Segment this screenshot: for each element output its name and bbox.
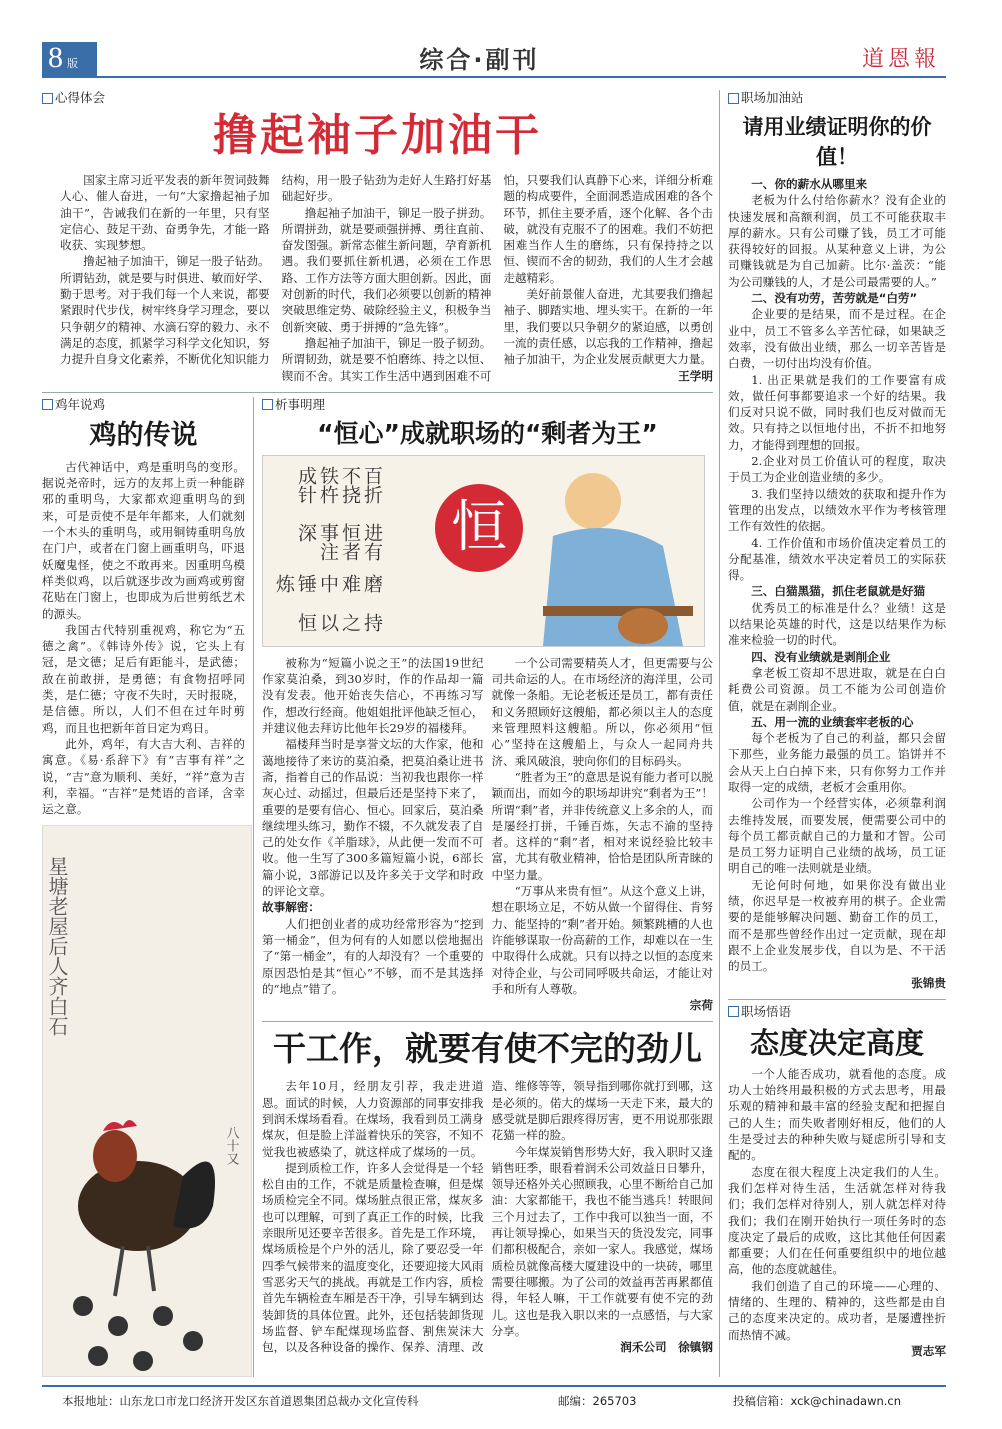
subheading: 三、白猫黑猫，抓住老鼠就是好猫 bbox=[751, 584, 926, 599]
middle-column bbox=[254, 397, 713, 1378]
paragraph: 美好前景催人奋进，尤其要我们撸起袖子、脚踏实地、埋头实干。在新的一年里，我们要以只争朝夕的紧迫感，以勇创一流的责任感，以忘我的工作精神，撸起袖子加油干，为企业发展贡献更大力量。 bbox=[503, 287, 713, 367]
article-title: 态度决定高度 bbox=[749, 1025, 924, 1060]
masthead-logo: 道恩報 bbox=[861, 47, 940, 72]
paragraph: 撸起袖子加油干，铆足一股子韧劲。所谓韧劲，就是要不怕磨练、持之以恒、锲而不舍。其实工作生活中遇到困难不可怕，只要我们认真静下心来，详细分析难题的构成要件，全面洞悉造成困难的各个环节，抓住主要矛盾，逐个化解、各个击破，就没有克服不了的困难。我们不妨把困难当作人生的磨练，只有保持持之以恒、锲而不舍的韧劲，我们的人生才会越走越精彩。 bbox=[281, 173, 713, 383]
paragraph: 态度在很大程度上决定我们的人生。我们怎样对待生活，生活就怎样对待我们；我们怎样对待别人，别人就怎样对待我们；我们在刚开始执行一项任务时的态度决定了最后的成败，这比其他任何因素都重要；人们在任何重要组织中的地位越高，他的态度就越佳。 bbox=[728, 1164, 946, 1277]
calligraphy-image: 持之以恒 磨难中锤炼 进有恒者事注深 百折不挠铁杵成针 恒 bbox=[262, 455, 705, 647]
paragraph: 1. 出正果就是我们的工作要富有成效，做任何事都要追求一个好的结果。我们反对只说不做，同时我们也反对做而无效。只有持之以恒地付出，不折不扣地努力，才能得到理想的回报。 bbox=[728, 372, 946, 452]
article-title: 干工作，就要有使不完的劲儿 bbox=[273, 1029, 702, 1069]
svg-text:星塘老屋后人齐白石: 星塘老屋后人齐白石 bbox=[45, 856, 69, 1037]
paragraph: 3. 我们坚持以绩效的获取和提升作为管理的出发点，以绩效水平作为考核管理工作有效性的依据。 bbox=[728, 486, 946, 534]
paragraph: 我国古代特别重视鸡，称它为“五德之禽”。《韩诗外传》说，它头上有冠，是文德；足后有距能斗，是武德；敌在前敢拼，是勇德；有食物招呼同类，是仁德；守夜不失时，天时报晓，是信德。所以，人们不但在过年时剪鸡，而且也把新年首日定为鸡日。 bbox=[42, 622, 245, 735]
main-area bbox=[42, 90, 720, 1377]
paragraph: 古代神话中，鸡是重明鸟的变形。据说尧帝时，远方的友邦上贡一种能辟邪的重明鸟，大家都欢迎重明鸟的到来，可是贡使不是年年都来，人们就刻一个木头的重明鸟，或用铜铸重明鸟放在门户，或者在门窗上画重明鸟，吓退妖魔鬼怪，使之不敢再来。因重明鸟模样类似鸡，以后就逐步改为画鸡或剪窗花贴在门窗上，也即成为后世剪纸艺术的源头。 bbox=[42, 459, 245, 621]
footer-email[interactable]: 投稿信箱：xck@chinadawn.cn bbox=[733, 1394, 902, 1409]
rooster-painting bbox=[42, 825, 252, 1377]
paragraph: 拿老板工资却不思进取，就是在白白耗费公司资源。员工不能为公司创造价值，就是在剥削企业。 bbox=[728, 665, 946, 713]
paragraph: 无论何时何地，如果你没有做出业绩，你迟早是一枚被弃用的棋子。企业需要的是能够解决问题、勤奋工作的员工，而不是那些曾经作出过一定贡献，现在却跟不上企业发展步伐，自以为是、不干活的员工。 bbox=[728, 877, 946, 974]
tag-xinde: 心得体会 bbox=[42, 90, 713, 106]
subheading: 五、用一流的业绩套牢老板的心 bbox=[751, 714, 914, 729]
paragraph: 公司作为一个经营实体，必须靠利润去维持发展，而要发展，便需要公司中的每个员工都贡献自己的力量和才智。公司是员工努力证明自己业绩的战场，员工证明自己的唯一法则就是业绩。 bbox=[728, 796, 946, 876]
article-title: 撸起袖子加油干 bbox=[213, 110, 542, 161]
paragraph: “胜者为王”的意思是说有能力者可以脱颖而出，而如今的职场却讲究“剩者为王”！所谓“剩”者，并非传统意义上多余的人，而是屡经打拼，千锤百炼，矢志不渝的坚持者。这样的“剩”者，相对来说经验比较丰富，尤其有敬业精神，恰恰是团队所青睐的中坚力量。 bbox=[491, 769, 713, 882]
paragraph: 2.企业对员工价值认可的程度，取决于员工为企业创造业绩的多少。 bbox=[728, 454, 946, 485]
article-body bbox=[42, 459, 245, 818]
author-byline: 王学明 bbox=[678, 368, 713, 383]
paragraph: 企业要的是结果，而不是过程。在企业中，员工不管多么辛苦忙碌，如果缺乏效率，没有做出业绩，那么一切辛苦皆是白费，一切付出均没有价值。 bbox=[728, 307, 946, 371]
paragraph: 4. 工作价值和市场价值决定着员工的分配基准，绩效水平决定着员工的实际获得。 bbox=[728, 535, 946, 583]
paragraph: 一个公司需要精英人才，但更需要与公司共命运的人。在市场经济的海洋里，公司就像一条船。无论老板还是员工，都有责任和义务照顾好这艘船，都必须以主人的态度来管理照料这艘船。所以，你必须用“恒心”坚持在这艘船上，与众人一起同舟共济、乘风破浪，驶向你们的目标码头。 bbox=[491, 655, 713, 768]
paragraph: 每个老板为了自己的利益，都只会留下那些，业务能力最强的员工。馅饼并不会从天上白白掉下来，只有你努力工作并取得一定的成绩，老板才会重用你。 bbox=[728, 731, 946, 794]
article-body bbox=[728, 1066, 946, 1359]
author-byline: 张锦贵 bbox=[911, 975, 946, 990]
article-title: 请用业绩证明你的价值！ bbox=[742, 115, 932, 169]
paragraph: 此外，鸡年，有大吉大利、吉祥的寓意。《易·系辞下》有“吉事有祥”之说，“吉”意为顺利、美好，“祥”意为吉利，幸福。“吉祥”是梵语的音译，含幸运之意。 bbox=[42, 736, 245, 817]
paragraph: 福楼拜当时是享誉文坛的大作家，他和蔼地接待了来访的莫泊桑，把莫泊桑让进书斋，指着自己的作品说：当初我也跟你一样灰心过、动摇过，但最后还是坚持下来了，重要的是要有信心、恒心。回家后，莫泊桑继续埋头练习，勤作不辍，不久就发表了自己的处女作《羊脂球》，从此便一发而不可收。他一生写了300多篇短篇小说，6部长篇小说，3部游记以及许多关于文学和时政的评论文章。 bbox=[262, 737, 484, 899]
paragraph: 被称为“短篇小说之王”的法国19世纪作家莫泊桑，到30岁时，作的作品却一篇没有发表。他开始丧失信心，不再练习写作，想改行经商。他姐姐批评他缺乏恒心，并建议他去拜访比他年长29岁的福楼拜。 bbox=[262, 655, 484, 736]
paragraph: 老板为什么付给你薪水？没有企业的快速发展和高额利润，员工不可能获取丰厚的薪水。只有公司赚了钱，员工才可能获得较好的回报。从某种意义上讲，为公司赚钱就是为自己加薪。比尔·盖茨：“能为公司赚钱的人，才是公司最需要的人。” bbox=[728, 193, 946, 289]
author-byline: 润禾公司 徐镇钢 bbox=[620, 1340, 713, 1355]
tag-wuyu: 职场悟语 bbox=[728, 1004, 946, 1020]
subheading: 故事解密： bbox=[262, 900, 320, 915]
paragraph: 国家主席习近平发表的新年贺词鼓舞人心、催人奋进，一句“大家撸起袖子加油干”，告诫我们在新的一年里，只有坚定信心、鼓足干劲、奋勇争先，才能一路收获、实现梦想。 bbox=[60, 173, 270, 253]
article-body bbox=[262, 655, 713, 1014]
paragraph: 优秀员工的标准是什么？业绩！这是以结果论英雄的时代，这是以结果作为标准来检验一切的时代。 bbox=[728, 600, 946, 648]
tag-jinian: 鸡年说鸡 bbox=[42, 397, 245, 413]
article-title: “恒心”成就职场的“剩者为王” bbox=[317, 418, 658, 448]
footer-postcode: 邮编：265703 bbox=[558, 1394, 637, 1409]
subheading: 二、没有功劳，苦劳就是“白劳” bbox=[751, 291, 918, 306]
footer-address: 本报地址：山东龙口市龙口经济开发区东首道恩集团总裁办文化宣传科 bbox=[62, 1394, 419, 1409]
paragraph: 撸起袖子加油干，铆足一股子拼劲。所谓拼劲，就是要顽强拼搏、勇往直前、奋发图强。新常态催生新问题，孕育新机遇。我们要抓住新机遇，必须在工作思路、工作方法等方面大胆创新。因此，面对创新的时代，我们必须要以创新的精神突破思维定势、破除经验主义，积极争当创新突破、勇于拼搏的“急先锋”。 bbox=[281, 205, 492, 334]
tag-zhichang: 职场加油站 bbox=[728, 90, 946, 106]
article-body bbox=[728, 176, 946, 991]
chicken-column bbox=[42, 397, 254, 1378]
paragraph: “万事从来贵有恒”。从这个意义上讲，想在职场立足，不妨从做一个留得住、肯努力、能坚持的“剩”者开始。频繁跳槽的人也许能够谋取一份高薪的工作，却难以在一生中取得什么成就。只有以持之以恒的态度来对待企业，与公司同呼吸共命运，才能让对手和所有人尊敬。 bbox=[491, 884, 713, 996]
article-title: 鸡的传说 bbox=[89, 419, 198, 451]
author-byline: 贾志军 bbox=[911, 1343, 946, 1358]
footer bbox=[42, 1385, 946, 1409]
paragraph: 提到质检工作，许多人会觉得是一个轻松自由的工作，不就是质量检查嘛，但是煤场质检完全不同。煤场脏点很正常，煤灰多也可以理解，可到了真正工作的时候，比我亲眼所见还要辛苦很多。首先是工作环境，煤场质检是个户外的活儿，除了要忍受一年四季气候带来的温度变化，还要迎接大风雨雪恶劣天气的挑战。再就是工作内容，质检首先车辆检查车厢是否干净，引导车辆到达装卸货的具体位置。此外，还包括装卸货现场监督、铲车配煤现场监督、割焦炭沫大包，以及各种设备的操作、保养、清理、改造、维修等等，领导指到哪你就打到哪，这是必须的。偌大的煤场一天走下来，最大的感受就是脚后跟疼得厉害，更不用说那张跟花猫一样的脸。 bbox=[262, 1079, 713, 1355]
author-byline: 宗荷 bbox=[689, 998, 713, 1013]
paragraph: 去年10月，经朋友引荐，我走进道恩。面试的时候，人力资源部的同事安排我到润禾煤场看看。在煤场，我看到员工满身煤灰，但是脸上洋溢着快乐的笑容，不知不觉我也被感染了，就这样成了煤场的一员。 bbox=[262, 1079, 484, 1159]
subheading: 四、没有业绩就是剥削企业 bbox=[751, 649, 891, 664]
page-header bbox=[42, 42, 946, 78]
paragraph: 一个人能否成功，就看他的态度。成功人士始终用最积极的方式去思考，用最乐观的精神和最丰富的经验支配和把握自己的人生；而失败者刚好相反，他们的人生是受过去的种种失败与疑虑所引导和支配的。 bbox=[728, 1066, 946, 1163]
svg-text:八十又: 八十又 bbox=[223, 1126, 239, 1166]
subheading: 一、你的薪水从哪里来 bbox=[751, 177, 868, 191]
tag-xishi: 析事明理 bbox=[262, 397, 713, 413]
paragraph: 人们把创业者的成功经常形容为“挖到第一桶金”，但为何有的人如愿以偿地掘出了“第一桶金”，有的人却没有？一个重要的原因恐怕是其“恒心”不够，而不是其选择的“地点”错了。 bbox=[262, 916, 484, 996]
paragraph: 撸起袖子加油干，铆足一股子钻劲。所谓钻劲，就是要与时俱进、敏而好学、勤于思考。对于我们每一个人来说，都要紧跟时代步伐，树牢终身学习理念，要以只争朝夕的精神、水滴石穿的毅力、永不满足的态度，抓紧学习科学文化知识，努力提升自身文化素养，不断优化知识能力结构，用一股子钻劲为走好人生路打好基础起好步。 bbox=[60, 173, 492, 367]
right-column bbox=[720, 90, 946, 1377]
section-title: 综合·副刊 bbox=[419, 46, 540, 74]
page-number-badge: 8 版 bbox=[42, 42, 97, 76]
article-body bbox=[42, 172, 713, 384]
article-body bbox=[262, 1078, 713, 1355]
paragraph: 今年煤炭销售形势大好，我入职时又逢销售旺季，眼看着润禾公司效益日日攀升，领导还格外关心照顾我，心里不断给自己加油：大家都能干，我也不能当逃兵！转眼间三个月过去了，工作中我可以独当一面，不再让领导操心，如果当天的货没发完，同事们都积极配合，亲如一家人。我感觉，煤场质检员就像高楼大厦建设中的一块砖，哪里需要往哪搬。为了公司的效益再苦再累都值得，年轻人嘛，干工作就要有使不完的劲儿。这也是我入职以来的一点感悟，与大家分享。 bbox=[491, 1144, 713, 1338]
paragraph: 我们创造了自己的环境——心理的、情绪的、生理的、精神的，这些都是由自己的态度来决定的。成功者，是屡遭挫折而热情不减。 bbox=[728, 1278, 946, 1342]
